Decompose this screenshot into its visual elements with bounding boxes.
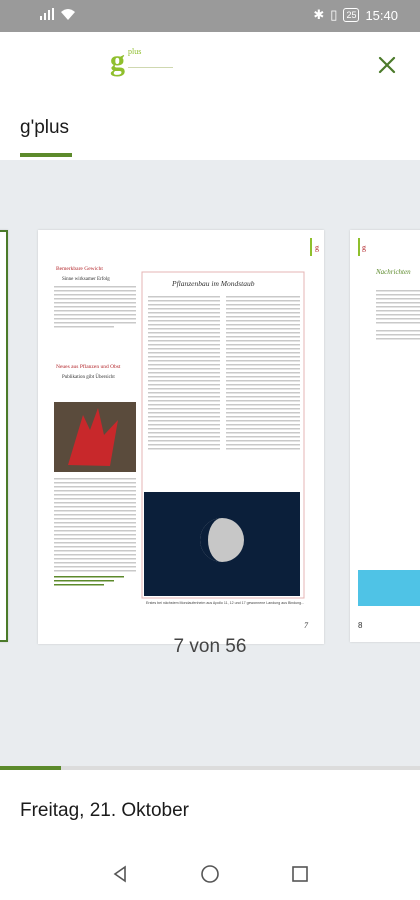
wifi-icon xyxy=(60,8,76,20)
section-heading: Bemerkbare Gewicht xyxy=(56,266,103,272)
next-page-thumbnail[interactable] xyxy=(350,230,420,642)
recents-square-icon xyxy=(290,864,310,884)
close-icon xyxy=(372,50,402,80)
next-page-number: 8 xyxy=(358,621,363,630)
gplus-logo-icon xyxy=(108,44,178,80)
current-page-thumbnail[interactable] xyxy=(38,230,324,644)
home-button[interactable] xyxy=(200,864,220,889)
next-page-preview xyxy=(350,230,420,642)
clock: 15:40 xyxy=(365,7,398,23)
page-preview xyxy=(38,230,324,644)
bluetooth-icon: ✱ xyxy=(313,7,325,22)
article-heading: Pflanzenbau im Mondstaub xyxy=(172,279,255,288)
previous-page-thumbnail[interactable] xyxy=(0,230,8,642)
svg-text:g: g xyxy=(110,44,125,77)
next-heading: Nachrichten xyxy=(376,268,411,276)
issue-date: Freitag, 21. Oktober xyxy=(20,800,189,821)
ad-graphic xyxy=(358,570,420,606)
vibrate-icon: ▯ xyxy=(330,7,338,22)
home-circle-icon xyxy=(200,864,220,884)
recents-button[interactable] xyxy=(290,864,310,889)
signal-icon xyxy=(40,8,54,20)
tab-gplus[interactable]: g'plus xyxy=(20,117,70,138)
app-bar xyxy=(0,32,420,98)
page-indicator: 7 von 56 xyxy=(173,636,247,657)
status-left xyxy=(40,8,76,20)
back-triangle-icon xyxy=(110,864,130,884)
svg-text:g: g xyxy=(362,243,366,252)
section2-heading: Neues aus Pflanzen und Obst xyxy=(56,364,121,370)
page-number: 7 xyxy=(304,621,308,630)
app-logo xyxy=(108,44,178,85)
status-right xyxy=(313,7,398,23)
page-carousel[interactable] xyxy=(0,160,420,768)
svg-text:plus: plus xyxy=(128,47,142,56)
tab-indicator xyxy=(20,153,72,157)
section-sub: Sinne wirksamer Erfolg xyxy=(62,277,110,282)
back-button[interactable] xyxy=(110,864,130,889)
status-bar xyxy=(0,0,420,32)
battery-indicator: 25 xyxy=(343,8,359,22)
svg-text:g: g xyxy=(315,243,319,252)
section2-sub: Publikation gibt Übersicht xyxy=(62,375,115,380)
close-button[interactable] xyxy=(372,50,402,80)
photo-caption: Erstes bei nächstem Mondaufenheim aus Apollo 11, 12 und 17 gewonnene Landung aus Bindung... xyxy=(146,601,305,605)
